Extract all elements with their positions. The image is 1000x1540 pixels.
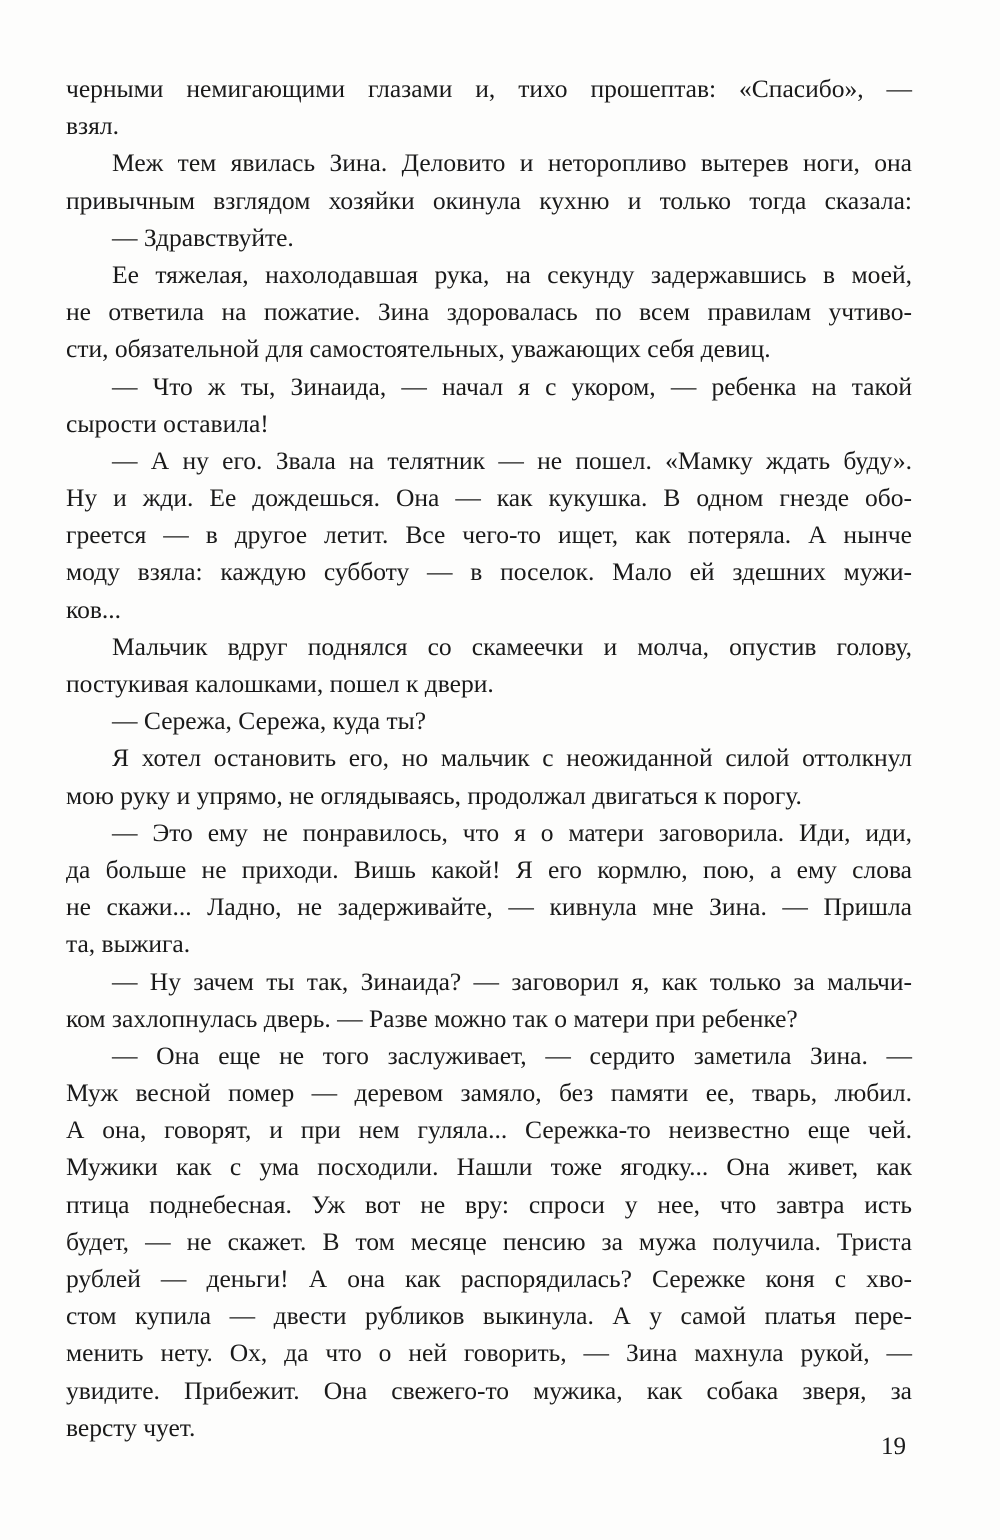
text-line: ком захлопнулась дверь. — Разве можно так о матери при ребенке?: [66, 1003, 798, 1033]
text-line: — Здравствуйте.: [112, 222, 294, 252]
text-line: Ну и жди. Ее дождешься. Она — как кукушка. В одном гнезде обо-: [66, 483, 912, 513]
text-line: Ее тяжелая, нахолодавшая рука, на секунду задержавшись в моей,: [112, 259, 912, 289]
text-line: взял.: [66, 111, 119, 141]
text-line: сырости оставила!: [66, 408, 269, 438]
text-line: менить нету. Ох, да что о ней говорить, — Зина махнула рукой, —: [66, 1338, 912, 1368]
text-line: Мужики как с ума посходили. Нашли тоже ягодку... Она живет, как: [66, 1152, 912, 1182]
text-line: не скажи... Ладно, не задерживайте, — кивнула мне Зина. — Пришла: [66, 892, 912, 922]
text-line: ков...: [66, 594, 122, 624]
text-line: черными немигающими глазами и, тихо прошептав: «Спасибо», —: [66, 74, 912, 103]
text-line: стом купила — двести рубликов выкинула. А у самой платья пере-: [66, 1301, 912, 1331]
text-line: привычным взглядом хозяйки окинула кухню и только тогда сказала:: [66, 185, 912, 215]
text-line: Мальчик вдруг поднялся со скамеечки и молча, опустив голову,: [112, 631, 912, 661]
text-line: моду взяла: каждую субботу — в поселок. Мало ей здешних мужи-: [66, 557, 912, 587]
text-line: рублей — деньги! А она как распорядилась? Сережке коня с хво-: [66, 1264, 912, 1293]
text-line: — Сережа, Сережа, куда ты?: [112, 706, 427, 736]
text-line: — А ну его. Звала на телятник — не пошел. «Мамку ждать буду».: [112, 445, 912, 475]
text-line: та, выжига.: [66, 929, 191, 959]
text-line: птица поднебесная. Уж вот не вру: спроси у нее, что завтра исть: [66, 1189, 912, 1219]
text-line: греется — в другое летит. Все чего-то ищет, как потеряла. А нынче: [66, 520, 912, 550]
text-line: — Это ему не понравилось, что я о матери заговорила. Иди, иди,: [112, 817, 912, 847]
text-line: Меж тем явилась Зина. Деловито и неторопливо вытерев ноги, она: [112, 148, 912, 178]
text-line: версту чует.: [66, 1412, 196, 1442]
text-line: будет, — не скажет. В том месяце пенсию за мужа получила. Триста: [66, 1226, 912, 1256]
text-line: А она, говорят, и при нем гуляла... Сережка-то неизвестно еще чей.: [66, 1115, 912, 1145]
text-line: мою руку и упрямо, не оглядываясь, продолжал двигаться к порогу.: [66, 780, 802, 810]
text-line: — Ну зачем ты так, Зинаида? — заговорил я, как только за мальчи-: [112, 966, 912, 996]
body-text: [66, 70, 912, 1446]
text-line: — Она еще не того заслуживает, — сердито заметила Зина. —: [112, 1040, 912, 1070]
page-number: 19: [881, 1433, 906, 1460]
text-line: Муж весной помер — деревом замяло, без памяти ее, тварь, любил.: [66, 1078, 912, 1108]
text-line: — Что ж ты, Зинаида, — начал я с укором, — ребенка на такой: [112, 371, 912, 401]
text-line: постукивая калошками, пошел к двери.: [66, 669, 494, 698]
text-line: увидите. Прибежит. Она свежего-то мужика, как собака зверя, за: [66, 1375, 912, 1405]
text-line: сти, обязательной для самостоятельных, уважающих себя девиц.: [66, 334, 771, 364]
text-line: не ответила на пожатие. Зина здоровалась по всем правилам учтиво-: [66, 297, 912, 327]
text-line: Я хотел остановить его, но мальчик с неожиданной силой оттолкнул: [112, 743, 912, 773]
text-line: да больше не приходи. Вишь какой! Я его кормлю, пою, а ему слова: [66, 854, 912, 884]
